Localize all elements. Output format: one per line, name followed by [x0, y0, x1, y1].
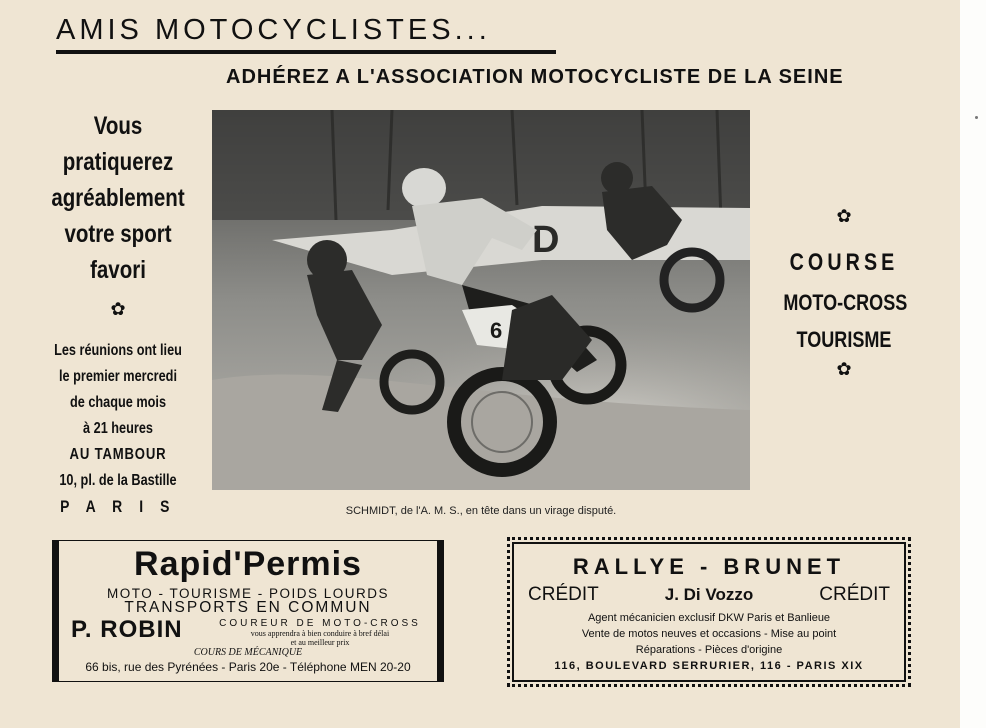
right-column [770, 205, 918, 378]
meeting-line: le premier mercredi [58, 368, 177, 385]
meeting-line: Les réunions ont lieu [54, 342, 182, 359]
motocross-photo-illustration [212, 110, 750, 490]
photo-caption: SCHMIDT, de l'A. M. S., en tête dans un virage disputé. [345, 505, 617, 517]
credit-label-left: CRÉDIT [528, 584, 599, 605]
meeting-venue: AU TAMBOUR [69, 446, 167, 463]
ad-services: MOTO - TOURISME - POIDS LOURDS [106, 586, 390, 601]
tagline-line: Vous [93, 112, 143, 140]
ad-title: RALLYE - BRUNET [572, 554, 846, 579]
ad-line: Vente de motos neuves et occasions - Mise au point [581, 628, 837, 640]
ad-title: Rapid'Permis [134, 545, 362, 583]
ad-line: Réparations - Pièces d'origine [635, 644, 783, 656]
credit-label-right: CRÉDIT [819, 584, 890, 605]
meeting-line: à 21 heures [83, 420, 153, 437]
ad-instructor-role: COUREUR DE MOTO-CROSS [219, 618, 421, 629]
scan-speck [975, 116, 978, 119]
ad-address: 66 bis, rue des Pyrénées - Paris 20e - Téléphone MEN 20-20 [85, 660, 411, 674]
page-title: AMIS MOTOCYCLISTES... [56, 14, 491, 46]
flower-ornament-icon: ✿ [836, 206, 852, 226]
scan-margin [960, 0, 986, 728]
race-number-text: 6 [490, 318, 503, 343]
meeting-line: de chaque mois [69, 394, 167, 411]
meeting-city: P A R I S [60, 497, 176, 516]
left-column [36, 108, 200, 520]
ad-instructor-name: P. ROBIN [71, 616, 183, 643]
tagline-line: votre sport [64, 220, 172, 248]
flower-ornament-icon: ✿ [836, 359, 852, 379]
association-subtitle: ADHÉREZ A L'ASSOCIATION MOTOCYCLISTE DE LA SEINE [226, 66, 844, 88]
tagline-line: agréablement [51, 184, 185, 212]
activity-line: MOTO-CROSS [783, 290, 908, 315]
rapid-permis-ad [52, 540, 444, 682]
ad-tagline [195, 629, 445, 647]
activity-line: TOURISME [796, 327, 892, 352]
ad-tagline-line: et au meilleur prix [290, 638, 350, 647]
activity-line: COURSE [789, 249, 899, 276]
title-underline [56, 50, 556, 54]
race-photo [212, 110, 750, 490]
ad-tagline-line: vous apprendra à bien conduire à bref délai [250, 629, 390, 638]
meeting-address: 10, pl. de la Bastille [59, 472, 177, 489]
ad-course: COURS DE MÉCANIQUE [193, 647, 303, 658]
tagline-line: favori [90, 256, 146, 284]
ad-proprietor-name: J. Di Vozzo [664, 585, 754, 604]
ad-services-2: TRANSPORTS EN COMMUN [124, 599, 372, 616]
tagline-line: pratiquerez [62, 148, 174, 176]
rallye-brunet-ad [512, 542, 906, 682]
ad-line: Agent mécanicien exclusif DKW Paris et Banlieue [587, 612, 831, 624]
banner-sign-text: D [532, 219, 560, 261]
ad-address: 116, BOULEVARD SERRURIER, 116 - PARIS XIX [554, 660, 864, 672]
flower-ornament-icon: ✿ [110, 299, 126, 319]
